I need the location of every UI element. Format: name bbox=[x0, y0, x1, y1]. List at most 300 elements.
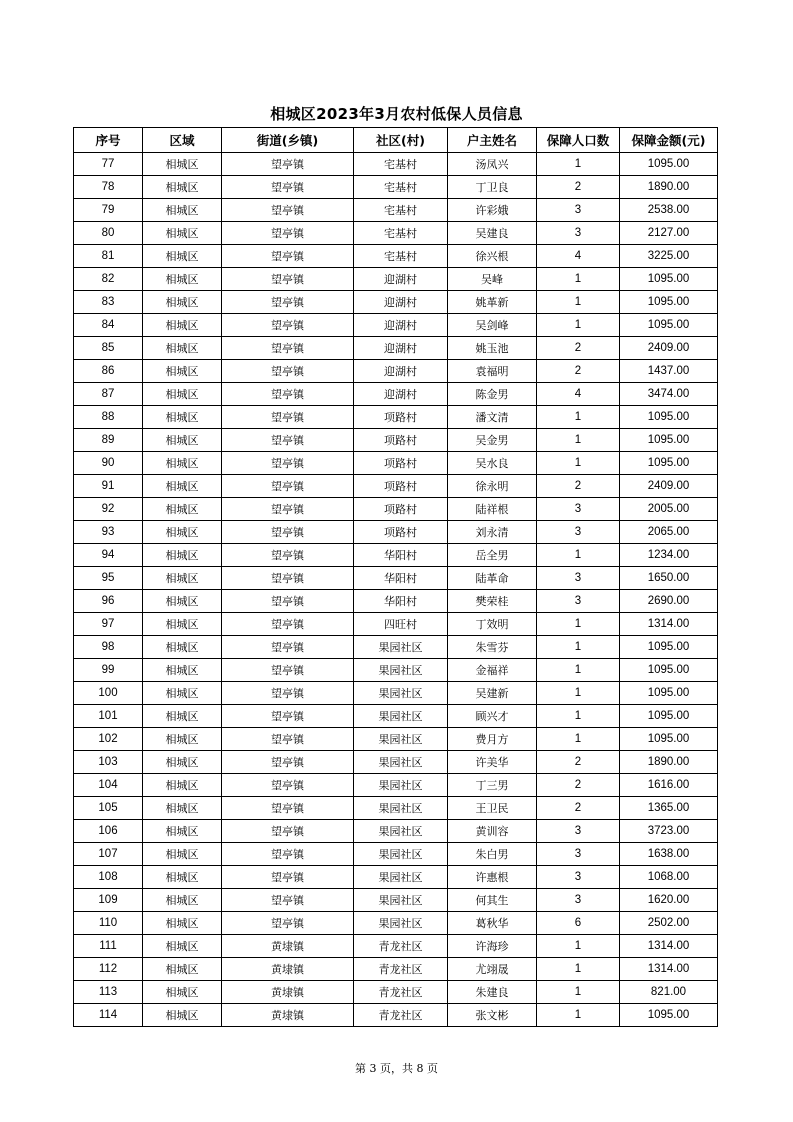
cell-householder: 吴水良 bbox=[448, 452, 537, 475]
cell-region: 相城区 bbox=[143, 728, 222, 751]
cell-street: 望亭镇 bbox=[222, 774, 354, 797]
table-row bbox=[74, 475, 718, 498]
cell-serial: 94 bbox=[74, 544, 143, 567]
table-row bbox=[74, 291, 718, 314]
cell-serial: 107 bbox=[74, 843, 143, 866]
cell-community: 果园社区 bbox=[354, 889, 448, 912]
table-row bbox=[74, 521, 718, 544]
cell-region: 相城区 bbox=[143, 337, 222, 360]
table-row bbox=[74, 751, 718, 774]
cell-community: 项路村 bbox=[354, 406, 448, 429]
cell-region: 相城区 bbox=[143, 659, 222, 682]
cell-serial: 77 bbox=[74, 153, 143, 176]
cell-householder: 丁卫良 bbox=[448, 176, 537, 199]
cell-region: 相城区 bbox=[143, 866, 222, 889]
cell-community: 宅基村 bbox=[354, 245, 448, 268]
cell-people-count: 2 bbox=[537, 774, 620, 797]
cell-householder: 汤凤兴 bbox=[448, 153, 537, 176]
cell-householder: 吴建良 bbox=[448, 222, 537, 245]
table-row bbox=[74, 728, 718, 751]
header-region: 区域 bbox=[143, 128, 222, 153]
cell-street: 望亭镇 bbox=[222, 728, 354, 751]
cell-community: 果园社区 bbox=[354, 820, 448, 843]
cell-region: 相城区 bbox=[143, 406, 222, 429]
cell-householder: 何其生 bbox=[448, 889, 537, 912]
table-row bbox=[74, 935, 718, 958]
cell-householder: 黄训容 bbox=[448, 820, 537, 843]
cell-householder: 徐兴根 bbox=[448, 245, 537, 268]
cell-people-count: 3 bbox=[537, 866, 620, 889]
table-row bbox=[74, 245, 718, 268]
cell-region: 相城区 bbox=[143, 544, 222, 567]
cell-householder: 刘永清 bbox=[448, 521, 537, 544]
table-row bbox=[74, 774, 718, 797]
cell-community: 果园社区 bbox=[354, 728, 448, 751]
cell-street: 望亭镇 bbox=[222, 222, 354, 245]
table-row bbox=[74, 843, 718, 866]
cell-people-count: 3 bbox=[537, 843, 620, 866]
cell-community: 项路村 bbox=[354, 429, 448, 452]
cell-people-count: 1 bbox=[537, 659, 620, 682]
cell-street: 望亭镇 bbox=[222, 498, 354, 521]
cell-amount: 2538.00 bbox=[620, 199, 718, 222]
cell-street: 望亭镇 bbox=[222, 889, 354, 912]
cell-people-count: 1 bbox=[537, 406, 620, 429]
cell-serial: 111 bbox=[74, 935, 143, 958]
table-row bbox=[74, 797, 718, 820]
cell-householder: 吴金男 bbox=[448, 429, 537, 452]
table-row bbox=[74, 866, 718, 889]
cell-street: 望亭镇 bbox=[222, 590, 354, 613]
cell-amount: 1095.00 bbox=[620, 705, 718, 728]
cell-street: 望亭镇 bbox=[222, 383, 354, 406]
cell-serial: 106 bbox=[74, 820, 143, 843]
cell-community: 迎湖村 bbox=[354, 383, 448, 406]
cell-amount: 1095.00 bbox=[620, 268, 718, 291]
cell-serial: 92 bbox=[74, 498, 143, 521]
table-row bbox=[74, 429, 718, 452]
cell-serial: 84 bbox=[74, 314, 143, 337]
cell-amount: 1095.00 bbox=[620, 291, 718, 314]
cell-householder: 丁效明 bbox=[448, 613, 537, 636]
cell-region: 相城区 bbox=[143, 636, 222, 659]
cell-serial: 82 bbox=[74, 268, 143, 291]
cell-serial: 90 bbox=[74, 452, 143, 475]
cell-street: 黄埭镇 bbox=[222, 958, 354, 981]
cell-amount: 1365.00 bbox=[620, 797, 718, 820]
cell-serial: 101 bbox=[74, 705, 143, 728]
table-row bbox=[74, 567, 718, 590]
cell-people-count: 1 bbox=[537, 268, 620, 291]
cell-amount: 3474.00 bbox=[620, 383, 718, 406]
cell-amount: 2005.00 bbox=[620, 498, 718, 521]
cell-amount: 1095.00 bbox=[620, 314, 718, 337]
cell-community: 青龙社区 bbox=[354, 935, 448, 958]
cell-amount: 1620.00 bbox=[620, 889, 718, 912]
cell-serial: 89 bbox=[74, 429, 143, 452]
table-row bbox=[74, 613, 718, 636]
cell-region: 相城区 bbox=[143, 981, 222, 1004]
cell-street: 黄埭镇 bbox=[222, 935, 354, 958]
cell-serial: 80 bbox=[74, 222, 143, 245]
cell-serial: 96 bbox=[74, 590, 143, 613]
cell-community: 项路村 bbox=[354, 475, 448, 498]
cell-amount: 2409.00 bbox=[620, 475, 718, 498]
table-row bbox=[74, 820, 718, 843]
cell-householder: 潘文清 bbox=[448, 406, 537, 429]
cell-householder: 费月方 bbox=[448, 728, 537, 751]
cell-serial: 99 bbox=[74, 659, 143, 682]
cell-region: 相城区 bbox=[143, 268, 222, 291]
cell-amount: 1095.00 bbox=[620, 728, 718, 751]
cell-householder: 许海珍 bbox=[448, 935, 537, 958]
table-row bbox=[74, 406, 718, 429]
cell-amount: 3723.00 bbox=[620, 820, 718, 843]
cell-serial: 108 bbox=[74, 866, 143, 889]
table-row bbox=[74, 590, 718, 613]
cell-serial: 109 bbox=[74, 889, 143, 912]
cell-householder: 顾兴才 bbox=[448, 705, 537, 728]
cell-householder: 陆祥根 bbox=[448, 498, 537, 521]
cell-people-count: 1 bbox=[537, 636, 620, 659]
table-row bbox=[74, 314, 718, 337]
cell-householder: 吴建新 bbox=[448, 682, 537, 705]
cell-amount: 2690.00 bbox=[620, 590, 718, 613]
cell-serial: 97 bbox=[74, 613, 143, 636]
cell-people-count: 3 bbox=[537, 567, 620, 590]
cell-street: 望亭镇 bbox=[222, 429, 354, 452]
cell-people-count: 6 bbox=[537, 912, 620, 935]
cell-amount: 1095.00 bbox=[620, 1004, 718, 1027]
cell-amount: 1650.00 bbox=[620, 567, 718, 590]
cell-region: 相城区 bbox=[143, 774, 222, 797]
table-row bbox=[74, 705, 718, 728]
cell-amount: 821.00 bbox=[620, 981, 718, 1004]
cell-community: 青龙社区 bbox=[354, 1004, 448, 1027]
table-row bbox=[74, 958, 718, 981]
header-people-count: 保障人口数 bbox=[537, 128, 620, 153]
cell-community: 四旺村 bbox=[354, 613, 448, 636]
cell-community: 青龙社区 bbox=[354, 958, 448, 981]
cell-street: 望亭镇 bbox=[222, 682, 354, 705]
cell-householder: 朱建良 bbox=[448, 981, 537, 1004]
cell-region: 相城区 bbox=[143, 1004, 222, 1027]
cell-householder: 陈金男 bbox=[448, 383, 537, 406]
cell-amount: 1068.00 bbox=[620, 866, 718, 889]
cell-region: 相城区 bbox=[143, 452, 222, 475]
cell-serial: 105 bbox=[74, 797, 143, 820]
table-header-row bbox=[74, 128, 718, 153]
cell-householder: 丁三男 bbox=[448, 774, 537, 797]
cell-householder: 樊荣桂 bbox=[448, 590, 537, 613]
table-row bbox=[74, 912, 718, 935]
cell-people-count: 1 bbox=[537, 682, 620, 705]
cell-householder: 姚革新 bbox=[448, 291, 537, 314]
cell-region: 相城区 bbox=[143, 475, 222, 498]
table-row bbox=[74, 383, 718, 406]
cell-people-count: 2 bbox=[537, 797, 620, 820]
table-row bbox=[74, 222, 718, 245]
cell-region: 相城区 bbox=[143, 429, 222, 452]
cell-amount: 1638.00 bbox=[620, 843, 718, 866]
cell-people-count: 1 bbox=[537, 728, 620, 751]
cell-householder: 吴剑峰 bbox=[448, 314, 537, 337]
cell-amount: 1095.00 bbox=[620, 429, 718, 452]
cell-serial: 103 bbox=[74, 751, 143, 774]
cell-people-count: 1 bbox=[537, 1004, 620, 1027]
cell-region: 相城区 bbox=[143, 222, 222, 245]
cell-region: 相城区 bbox=[143, 498, 222, 521]
header-householder: 户主姓名 bbox=[448, 128, 537, 153]
cell-community: 青龙社区 bbox=[354, 981, 448, 1004]
cell-householder: 吴峰 bbox=[448, 268, 537, 291]
cell-amount: 1890.00 bbox=[620, 751, 718, 774]
cell-region: 相城区 bbox=[143, 521, 222, 544]
cell-people-count: 3 bbox=[537, 820, 620, 843]
cell-amount: 1314.00 bbox=[620, 935, 718, 958]
cell-serial: 87 bbox=[74, 383, 143, 406]
cell-people-count: 1 bbox=[537, 705, 620, 728]
cell-community: 项路村 bbox=[354, 452, 448, 475]
cell-people-count: 2 bbox=[537, 337, 620, 360]
cell-street: 黄埭镇 bbox=[222, 1004, 354, 1027]
cell-people-count: 1 bbox=[537, 958, 620, 981]
cell-serial: 88 bbox=[74, 406, 143, 429]
cell-community: 迎湖村 bbox=[354, 291, 448, 314]
cell-amount: 2065.00 bbox=[620, 521, 718, 544]
cell-householder: 徐永明 bbox=[448, 475, 537, 498]
cell-amount: 2409.00 bbox=[620, 337, 718, 360]
cell-community: 迎湖村 bbox=[354, 314, 448, 337]
cell-people-count: 3 bbox=[537, 199, 620, 222]
cell-people-count: 2 bbox=[537, 475, 620, 498]
cell-street: 望亭镇 bbox=[222, 245, 354, 268]
cell-street: 望亭镇 bbox=[222, 360, 354, 383]
cell-community: 宅基村 bbox=[354, 176, 448, 199]
cell-amount: 1616.00 bbox=[620, 774, 718, 797]
table-row bbox=[74, 981, 718, 1004]
cell-amount: 1095.00 bbox=[620, 659, 718, 682]
table-row bbox=[74, 889, 718, 912]
cell-street: 望亭镇 bbox=[222, 797, 354, 820]
cell-region: 相城区 bbox=[143, 843, 222, 866]
table-row bbox=[74, 544, 718, 567]
cell-community: 果园社区 bbox=[354, 797, 448, 820]
cell-street: 望亭镇 bbox=[222, 866, 354, 889]
cell-amount: 2127.00 bbox=[620, 222, 718, 245]
cell-serial: 95 bbox=[74, 567, 143, 590]
cell-householder: 葛秋华 bbox=[448, 912, 537, 935]
cell-people-count: 2 bbox=[537, 360, 620, 383]
cell-householder: 许惠根 bbox=[448, 866, 537, 889]
cell-street: 望亭镇 bbox=[222, 337, 354, 360]
cell-people-count: 1 bbox=[537, 314, 620, 337]
cell-community: 宅基村 bbox=[354, 199, 448, 222]
cell-region: 相城区 bbox=[143, 820, 222, 843]
cell-serial: 104 bbox=[74, 774, 143, 797]
cell-serial: 98 bbox=[74, 636, 143, 659]
cell-region: 相城区 bbox=[143, 935, 222, 958]
cell-community: 项路村 bbox=[354, 521, 448, 544]
cell-region: 相城区 bbox=[143, 291, 222, 314]
cell-region: 相城区 bbox=[143, 314, 222, 337]
cell-householder: 袁福明 bbox=[448, 360, 537, 383]
cell-serial: 100 bbox=[74, 682, 143, 705]
cell-street: 望亭镇 bbox=[222, 291, 354, 314]
cell-street: 望亭镇 bbox=[222, 314, 354, 337]
table-row bbox=[74, 268, 718, 291]
cell-region: 相城区 bbox=[143, 751, 222, 774]
cell-people-count: 3 bbox=[537, 590, 620, 613]
page-footer: 第 3 页，共 8 页 bbox=[355, 1062, 438, 1075]
cell-street: 望亭镇 bbox=[222, 705, 354, 728]
cell-serial: 86 bbox=[74, 360, 143, 383]
cell-region: 相城区 bbox=[143, 705, 222, 728]
cell-street: 望亭镇 bbox=[222, 406, 354, 429]
cell-people-count: 1 bbox=[537, 291, 620, 314]
cell-serial: 79 bbox=[74, 199, 143, 222]
cell-householder: 许美华 bbox=[448, 751, 537, 774]
cell-amount: 1437.00 bbox=[620, 360, 718, 383]
cell-community: 果园社区 bbox=[354, 866, 448, 889]
cell-street: 望亭镇 bbox=[222, 567, 354, 590]
cell-community: 宅基村 bbox=[354, 222, 448, 245]
benefit-table bbox=[73, 127, 718, 1027]
cell-serial: 78 bbox=[74, 176, 143, 199]
cell-serial: 81 bbox=[74, 245, 143, 268]
table-row bbox=[74, 176, 718, 199]
cell-region: 相城区 bbox=[143, 199, 222, 222]
cell-serial: 85 bbox=[74, 337, 143, 360]
table-row bbox=[74, 636, 718, 659]
header-street: 街道(乡镇) bbox=[222, 128, 354, 153]
cell-amount: 1890.00 bbox=[620, 176, 718, 199]
cell-householder: 朱白男 bbox=[448, 843, 537, 866]
cell-community: 果园社区 bbox=[354, 843, 448, 866]
cell-street: 望亭镇 bbox=[222, 820, 354, 843]
cell-street: 望亭镇 bbox=[222, 751, 354, 774]
cell-householder: 陆革命 bbox=[448, 567, 537, 590]
cell-serial: 114 bbox=[74, 1004, 143, 1027]
cell-people-count: 3 bbox=[537, 889, 620, 912]
cell-community: 华阳村 bbox=[354, 567, 448, 590]
cell-region: 相城区 bbox=[143, 613, 222, 636]
cell-people-count: 4 bbox=[537, 383, 620, 406]
cell-householder: 尤翊晟 bbox=[448, 958, 537, 981]
cell-street: 黄埭镇 bbox=[222, 981, 354, 1004]
cell-region: 相城区 bbox=[143, 958, 222, 981]
header-serial: 序号 bbox=[74, 128, 143, 153]
cell-householder: 王卫民 bbox=[448, 797, 537, 820]
cell-street: 望亭镇 bbox=[222, 544, 354, 567]
cell-street: 望亭镇 bbox=[222, 912, 354, 935]
cell-street: 望亭镇 bbox=[222, 613, 354, 636]
cell-householder: 朱雪芬 bbox=[448, 636, 537, 659]
cell-householder: 张文彬 bbox=[448, 1004, 537, 1027]
cell-community: 果园社区 bbox=[354, 682, 448, 705]
cell-people-count: 1 bbox=[537, 935, 620, 958]
cell-people-count: 2 bbox=[537, 176, 620, 199]
cell-serial: 112 bbox=[74, 958, 143, 981]
table-row bbox=[74, 452, 718, 475]
cell-community: 果园社区 bbox=[354, 705, 448, 728]
cell-street: 望亭镇 bbox=[222, 199, 354, 222]
cell-amount: 1314.00 bbox=[620, 613, 718, 636]
cell-region: 相城区 bbox=[143, 245, 222, 268]
table-row bbox=[74, 498, 718, 521]
cell-people-count: 1 bbox=[537, 452, 620, 475]
table-row bbox=[74, 153, 718, 176]
cell-community: 迎湖村 bbox=[354, 360, 448, 383]
cell-street: 望亭镇 bbox=[222, 521, 354, 544]
cell-serial: 91 bbox=[74, 475, 143, 498]
cell-region: 相城区 bbox=[143, 797, 222, 820]
cell-people-count: 1 bbox=[537, 544, 620, 567]
cell-amount: 1095.00 bbox=[620, 682, 718, 705]
cell-people-count: 4 bbox=[537, 245, 620, 268]
cell-amount: 1095.00 bbox=[620, 406, 718, 429]
cell-householder: 许彩娥 bbox=[448, 199, 537, 222]
cell-region: 相城区 bbox=[143, 153, 222, 176]
table-row bbox=[74, 682, 718, 705]
cell-serial: 93 bbox=[74, 521, 143, 544]
cell-community: 迎湖村 bbox=[354, 337, 448, 360]
table-body bbox=[74, 153, 718, 1027]
cell-community: 项路村 bbox=[354, 498, 448, 521]
cell-people-count: 3 bbox=[537, 498, 620, 521]
cell-serial: 83 bbox=[74, 291, 143, 314]
cell-people-count: 3 bbox=[537, 521, 620, 544]
table-row bbox=[74, 1004, 718, 1027]
cell-people-count: 1 bbox=[537, 981, 620, 1004]
cell-people-count: 2 bbox=[537, 751, 620, 774]
cell-amount: 3225.00 bbox=[620, 245, 718, 268]
cell-people-count: 1 bbox=[537, 429, 620, 452]
table-row bbox=[74, 199, 718, 222]
cell-region: 相城区 bbox=[143, 383, 222, 406]
table-row bbox=[74, 659, 718, 682]
cell-street: 望亭镇 bbox=[222, 475, 354, 498]
cell-people-count: 1 bbox=[537, 613, 620, 636]
cell-region: 相城区 bbox=[143, 912, 222, 935]
cell-community: 果园社区 bbox=[354, 774, 448, 797]
cell-amount: 2502.00 bbox=[620, 912, 718, 935]
cell-community: 迎湖村 bbox=[354, 268, 448, 291]
cell-serial: 113 bbox=[74, 981, 143, 1004]
page-title: 相城区2023年3月农村低保人员信息 bbox=[270, 105, 523, 123]
table-row bbox=[74, 337, 718, 360]
cell-street: 望亭镇 bbox=[222, 268, 354, 291]
header-amount: 保障金额(元) bbox=[620, 128, 718, 153]
cell-people-count: 1 bbox=[537, 153, 620, 176]
cell-householder: 岳全男 bbox=[448, 544, 537, 567]
cell-householder: 金福祥 bbox=[448, 659, 537, 682]
cell-householder: 姚玉池 bbox=[448, 337, 537, 360]
cell-people-count: 3 bbox=[537, 222, 620, 245]
cell-street: 望亭镇 bbox=[222, 176, 354, 199]
cell-community: 华阳村 bbox=[354, 544, 448, 567]
cell-community: 果园社区 bbox=[354, 659, 448, 682]
cell-serial: 102 bbox=[74, 728, 143, 751]
cell-street: 望亭镇 bbox=[222, 843, 354, 866]
cell-amount: 1095.00 bbox=[620, 636, 718, 659]
cell-community: 果园社区 bbox=[354, 636, 448, 659]
cell-region: 相城区 bbox=[143, 889, 222, 912]
cell-street: 望亭镇 bbox=[222, 659, 354, 682]
cell-region: 相城区 bbox=[143, 360, 222, 383]
cell-community: 华阳村 bbox=[354, 590, 448, 613]
cell-region: 相城区 bbox=[143, 682, 222, 705]
